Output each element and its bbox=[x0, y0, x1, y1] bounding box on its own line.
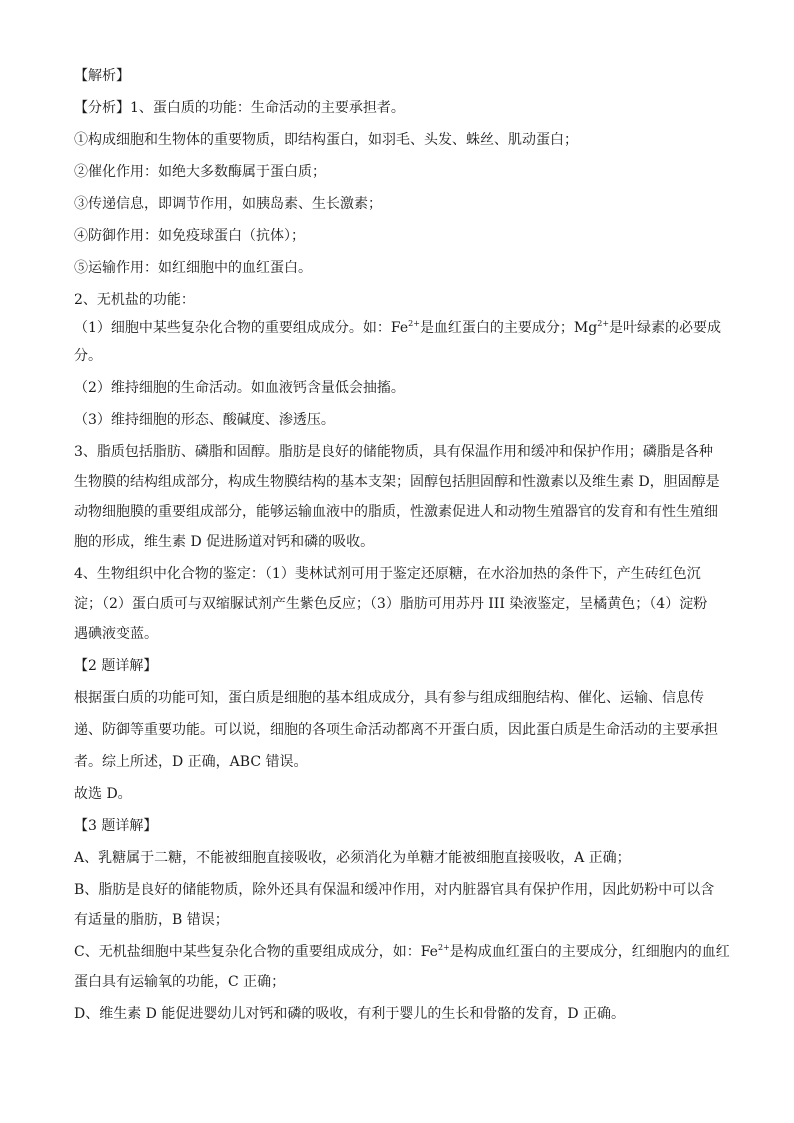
text-line bbox=[74, 98, 405, 118]
text-line: D、维生素 D 能促进婴幼儿对钙和磷的吸收，有利于婴儿的生长和骨骼的发育，D 正确。 bbox=[74, 1006, 626, 1022]
text-line: 3、脂质包括脂肪、磷脂和固醇。脂肪是良好的储能物质，具有保温作用和缓冲和保护作用；磷脂是各种 bbox=[74, 444, 713, 460]
text-line: 故选 D。 bbox=[74, 786, 132, 802]
text-line: ①构成细胞和生物体的重要物质，即结构蛋白，如羽毛、头发、蛛丝、肌动蛋白； bbox=[74, 132, 578, 148]
superscript: 2+ bbox=[597, 319, 610, 328]
text-line: ②催化作用：如绝大多数酶属于蛋白质； bbox=[74, 164, 326, 180]
text-line: 淀；（2）蛋白质可与双缩脲试剂产生紫色反应；（3）脂肪可用苏丹 III 染液鉴定，呈橘黄色；（4）淀粉 bbox=[74, 596, 708, 612]
text-line: 分。 bbox=[74, 348, 102, 364]
text-span: 是构成血红蛋白的主要成分，红细胞内的血红 bbox=[449, 944, 730, 960]
text-line: 蛋白具有运输氧的功能，C 正确； bbox=[74, 974, 286, 990]
text-line: ⑤运输作用：如红细胞中的血红蛋白。 bbox=[74, 260, 312, 276]
text-line: ④防御作用：如免疫球蛋白（抗体）； bbox=[74, 228, 305, 244]
superscript: 2+ bbox=[437, 943, 450, 952]
text-line: ③传递信息，即调节作用，如胰岛素、生长激素； bbox=[74, 196, 382, 212]
text-line: B、脂肪是良好的储能物质，除外还具有保温和缓冲作用，对内脏器官具有保护作用，因此奶粉中可以含 bbox=[74, 882, 715, 898]
superscript: 2+ bbox=[408, 319, 420, 328]
fenxi-label: 【分析】 bbox=[74, 100, 130, 116]
text-span: C、无机盐细胞中某些复杂化合物的重要组成成分，如：Fe bbox=[74, 944, 438, 960]
text-line: 递、防御等重要功能。可以说，细胞的各项生命活动都离不开蛋白质，因此蛋白质是生命活动的主要承担 bbox=[74, 722, 718, 738]
text-line: （2）维持细胞的生命活动。如血液钙含量低会抽搐。 bbox=[74, 380, 405, 396]
text-line: （3）维持细胞的形态、酸碱度、渗透压。 bbox=[74, 412, 335, 428]
text-line: 胞的形成，维生素 D 促进肠道对钙和磷的吸收。 bbox=[74, 534, 375, 550]
text-span: 1、蛋白质的功能：生命活动的主要承担者。 bbox=[130, 100, 405, 116]
text-line: 生物膜的结构组成部分，构成生物膜结构的基本支架；固醇包括胆固醇和性激素以及维生素 D，胆固醇是 bbox=[74, 474, 720, 490]
text-span: 是叶绿素的必要成 bbox=[609, 320, 722, 336]
q3-header: 【3 题详解】 bbox=[74, 818, 158, 834]
text-line: 有适量的脂肪，B 错误； bbox=[74, 912, 229, 928]
text-line bbox=[74, 942, 730, 962]
text-line: 遇碘液变蓝。 bbox=[74, 626, 158, 642]
text-line: A、乳糖属于二糖，不能被细胞直接吸收，必须消化为单糖才能被细胞直接吸收，A 正确； bbox=[74, 850, 631, 866]
text-span: 是血红蛋白的主要成分；Mg bbox=[419, 320, 598, 336]
text-line: 动物细胞膜的重要组成部分，能够运输血液中的脂质，性激素促进人和动物生殖器官的发育和有性生殖细 bbox=[74, 504, 718, 520]
text-line bbox=[74, 318, 721, 338]
text-line: 根据蛋白质的功能可知，蛋白质是细胞的基本组成成分，具有参与组成细胞结构、催化、运输、信息传 bbox=[74, 690, 704, 706]
text-line: 4、生物组织中化合物的鉴定：（1）斐林试剂可用于鉴定还原糖，在水浴加热的条件下，产生砖红色沉 bbox=[74, 566, 701, 582]
text-line: 者。综上所述，D 正确，ABC 错误。 bbox=[74, 754, 308, 770]
analysis-header: 【解析】 bbox=[74, 68, 130, 84]
q2-header: 【2 题详解】 bbox=[74, 658, 158, 674]
text-line: 2、无机盐的功能： bbox=[74, 292, 195, 308]
text-span: （1）细胞中某些复杂化合物的重要组成成分。如：Fe bbox=[74, 320, 409, 336]
